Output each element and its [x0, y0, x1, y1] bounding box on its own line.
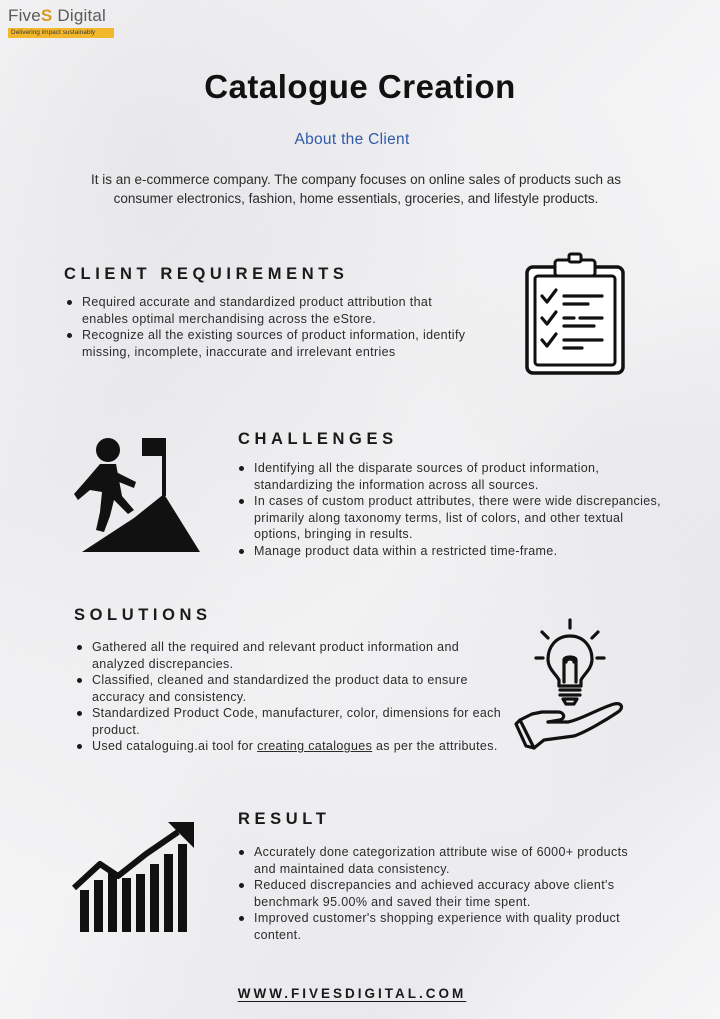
- list-item: Identifying all the disparate sources of product information, standardizing the information across all sources.: [236, 460, 666, 493]
- list-item: Used cataloguing.ai tool for creating catalogues as per the attributes.: [74, 738, 510, 755]
- page-title: Catalogue Creation: [204, 68, 516, 105]
- list-item: Standardized Product Code, manufacturer, color, dimensions for each product.: [74, 705, 510, 738]
- list-item: Accurately done categorization attribute wise of 6000+ products and maintained data consistency.: [236, 844, 646, 877]
- list-item: Required accurate and standardized product attribution that enables optimal merchandising across the eStore.: [64, 294, 474, 327]
- list-item: Gathered all the required and relevant product information and analyzed discrepancies.: [74, 639, 510, 672]
- result-list: [236, 844, 646, 943]
- footer: [0, 986, 704, 1001]
- challenges-heading: CHALLENGES: [238, 430, 398, 448]
- lightbulb-hand-icon: [512, 616, 628, 754]
- about-text: It is an e-commerce company. The company focuses on online sales of products such as consumer electronics, fashion, home essentials, groceries, and lifestyle products.: [90, 172, 621, 206]
- growth-chart-icon: [70, 818, 200, 934]
- about-heading: About the Client: [294, 131, 410, 148]
- result-heading: RESULT: [238, 810, 331, 828]
- list-item: Manage product data within a restricted time-frame.: [236, 543, 666, 560]
- logo-tagline: Delivering impact sustainably: [8, 28, 114, 38]
- solutions-heading: SOLUTIONS: [74, 606, 212, 624]
- challenges-list: [236, 460, 666, 559]
- website-link[interactable]: WWW.FIVESDIGITAL.COM: [237, 986, 467, 1001]
- list-item: In cases of custom product attributes, there were wide discrepancies, primarily along taxonomy terms, list of colors, and other textual options, bringing in results.: [236, 493, 666, 543]
- clipboard-checklist-icon: [520, 252, 630, 378]
- list-item: Reduced discrepancies and achieved accuracy above client's benchmark 95.00% and saved their time spent.: [236, 877, 646, 910]
- list-item: Improved customer's shopping experience with quality product content.: [236, 910, 646, 943]
- logo-wordmark: FiveS Digital: [8, 6, 107, 25]
- creating-catalogues-link[interactable]: creating catalogues: [257, 739, 373, 753]
- person-climbing-flag-icon: [70, 432, 202, 556]
- client-requirements-heading: CLIENT REQUIREMENTS: [64, 265, 349, 283]
- list-item: Classified, cleaned and standardized the product data to ensure accuracy and consistency.: [74, 672, 510, 705]
- solutions-list: [74, 639, 510, 755]
- list-item: Recognize all the existing sources of product information, identify missing, incomplete, inaccurate and irrelevant entries: [64, 327, 474, 360]
- client-requirements-list: [64, 294, 474, 360]
- company-logo: [8, 6, 118, 42]
